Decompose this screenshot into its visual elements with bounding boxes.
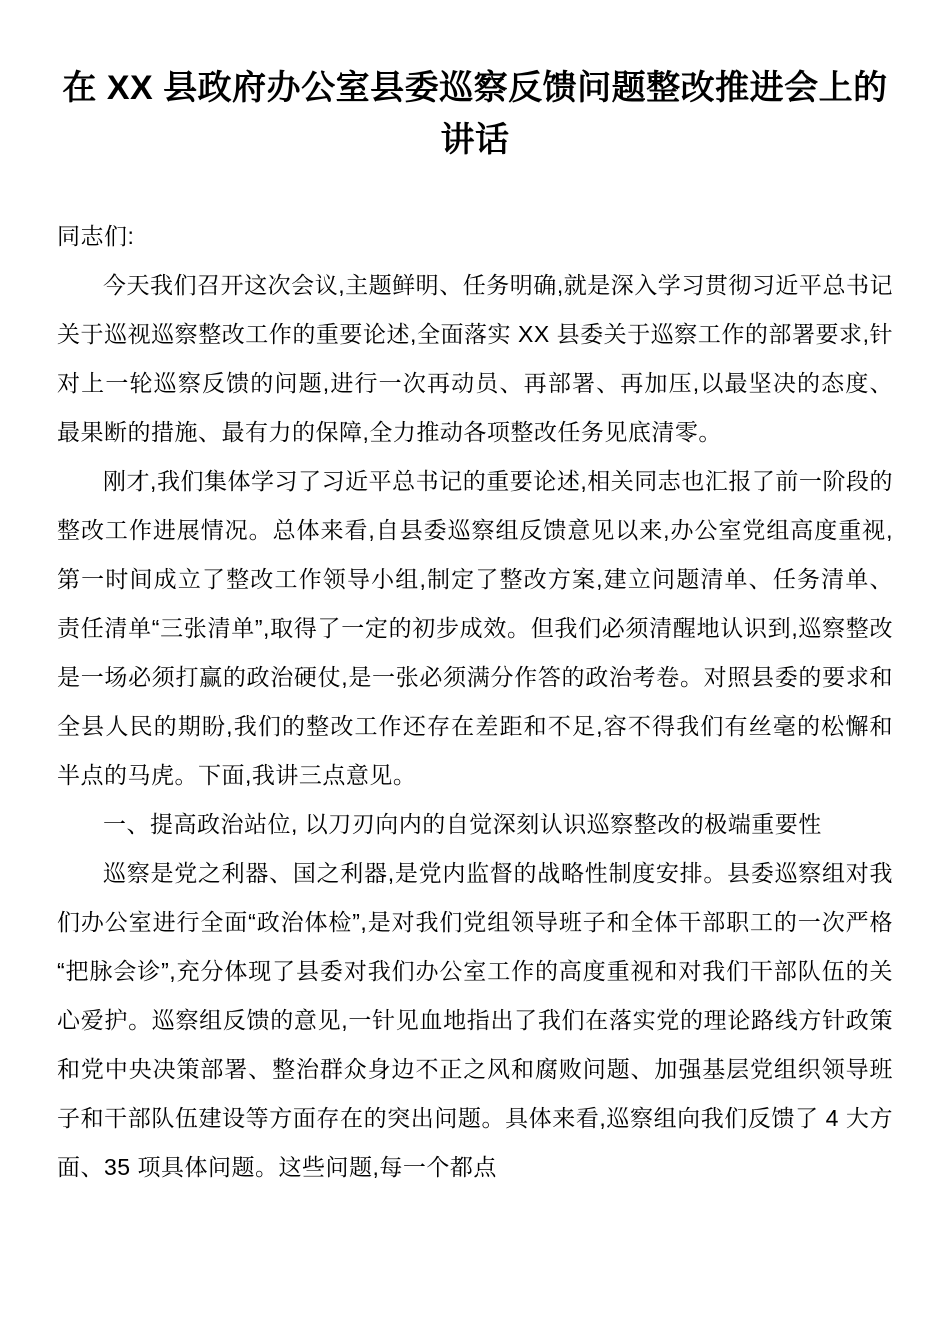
document-title: 在 XX 县政府办公室县委巡察反馈问题整改推进会上的讲话: [62, 69, 888, 159]
section-heading-1: 一、提高政治站位, 以刀刃向内的自觉深刻认识巡察整改的极端重要性: [103, 811, 822, 837]
salutation: 同志们:: [57, 223, 135, 249]
paragraph-1: 今天我们召开这次会议,主题鲜明、任务明确,就是深入学习贯彻习近平总书记关于巡视巡察整改工作的重要论述,全面落实 XX 县委关于巡察工作的部署要求,针对上一轮巡察反馈的问题,进行一次再动员、再部署、再加压,以最坚决的态度、最果断的措施、最有力的保障,全力推动各项整改任务见底清零。: [57, 272, 893, 445]
paragraph-2: 刚才,我们集体学习了习近平总书记的重要论述,相关同志也汇报了前一阶段的整改工作进展情况。总体来看,自县委巡察组反馈意见以来,办公室党组高度重视,第一时间成立了整改工作领导小组,制定了整改方案,建立问题清单、任务清单、责任清单“三张清单”,取得了一定的初步成效。但我们必须清醒地认识到,巡察整改是一场必须打赢的政治硬仗,是一张必须满分作答的政治考卷。对照县委的要求和全县人民的期盼,我们的整改工作还存在差距和不足,容不得我们有丝毫的松懈和半点的马虎。下面,我讲三点意见。: [57, 468, 893, 788]
paragraph-3: 巡察是党之利器、国之利器,是党内监督的战略性制度安排。县委巡察组对我们办公室进行全面“政治体检”,是对我们党组领导班子和全体干部职工的一次严格“把脉会诊”,充分体现了县委对我们办公室工作的高度重视和对我们干部队伍的关心爱护。巡察组反馈的意见,一针见血地指出了我们在落实党的理论路线方针政策和党中央决策部署、整治群众身边不正之风和腐败问题、加强基层党组织领导班子和干部队伍建设等方面存在的突出问题。具体来看,巡察组向我们反馈了 4 大方面、35 项具体问题。这些问题,每一个都点: [57, 860, 893, 1180]
